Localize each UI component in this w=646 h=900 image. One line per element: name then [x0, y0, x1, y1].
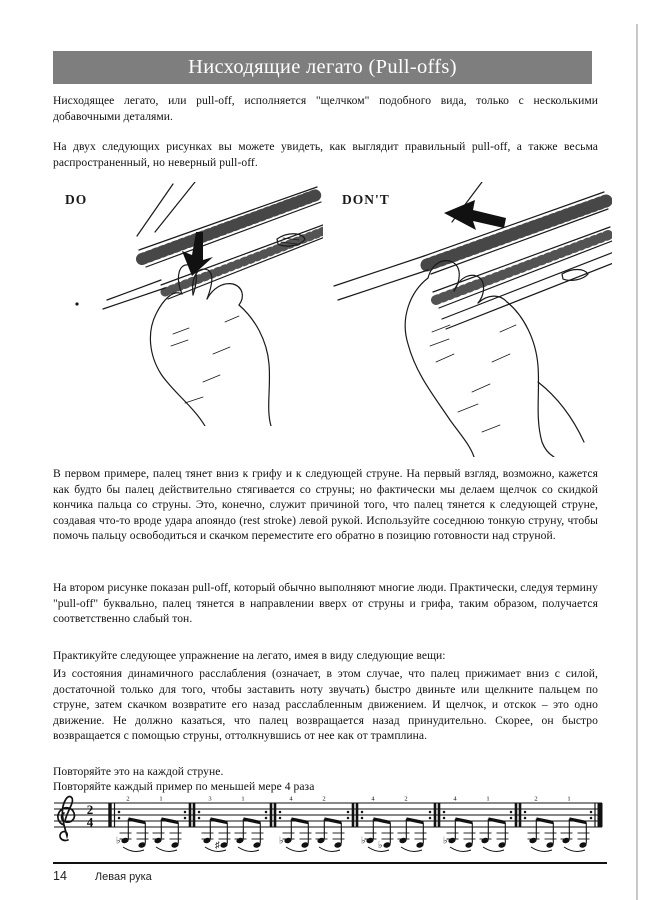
svg-text:♭: ♭: [443, 836, 448, 847]
footer-section-title: Левая рука: [94, 871, 152, 883]
paragraph-repeat-times: Повторяйте каждый пример по меньшей мере 4 раза: [53, 780, 315, 793]
figure-dont-label: DON'T: [342, 192, 390, 207]
svg-text:1: 1: [241, 795, 245, 803]
svg-text:♭: ♭: [378, 841, 383, 851]
paragraph-repeat-strings: Повторяйте это на каждой струне.: [53, 765, 224, 778]
scanned-page-edge: [636, 24, 638, 900]
svg-text:2: 2: [404, 795, 408, 803]
svg-text:♭: ♭: [116, 836, 121, 847]
footer-rule: [53, 862, 607, 864]
paragraph-figures-intro: На двух следующих рисунках вы можете увидеть, как выглядит правильный pull-off, а также весьма распространенный, но неверный pull-off.: [53, 140, 598, 169]
svg-text:4: 4: [289, 795, 293, 803]
svg-text:1: 1: [486, 795, 490, 803]
paragraph-intro: Нисходящее легато, или pull-off, исполняется "щелчком" подобного вида, только с несколькими добавочными деталями.: [53, 94, 598, 123]
figure-wrong-pulloff: [332, 182, 612, 457]
figure-do-label: DO: [65, 192, 88, 207]
music-notation: [48, 795, 608, 867]
figure-correct-pulloff: [55, 182, 323, 426]
svg-text:1: 1: [159, 795, 163, 803]
svg-text:3: 3: [208, 795, 212, 803]
svg-text:♭: ♭: [361, 836, 366, 847]
svg-text:4: 4: [86, 814, 94, 830]
svg-text:2: 2: [126, 795, 130, 803]
svg-text:1: 1: [567, 795, 571, 803]
hand-illustration-do: [55, 182, 323, 426]
arrow-up-icon: [444, 200, 506, 230]
paragraph-second-example: На втором рисунке показан pull-off, который обычно выполняют многие люди. Практически, следуя термину "pull-off" буквально, палец тянется в направлении вверх от струны и грифа, таким образом, получается соответственно слабый тон.: [53, 581, 598, 626]
svg-text:2: 2: [322, 795, 326, 803]
paragraph-first-example: В первом примере, палец тянет вниз к грифу и к следующей струне. На первый взгляд, возможно, кажется как будто бы палец действительно стягивается со струны; но фактически мы делаем щелчок со скидкой кончика пальца со струны. Это, конечно, служит причиной того, что палец тянется к следующей струне, создавая что-то вроде удара апояндо (rest stroke) левой рукой. Используйте соседнюю тонкую струну, чтобы помочь пальцу освободиться и скачком переместите его обратно в позицию готовности над струной.: [53, 467, 598, 543]
music-staff: [48, 795, 608, 867]
svg-text:2: 2: [86, 802, 94, 817]
svg-text:♭: ♭: [279, 836, 284, 847]
hand-illustration-dont: [332, 182, 612, 457]
page-title: Нисходящие легато (Pull-offs): [53, 51, 592, 84]
svg-text:4: 4: [453, 795, 457, 803]
page-number: 14: [53, 869, 67, 883]
paragraph-practice-intro: Практикуйте следующее упражнение на легато, имея в виду следующие вещи:: [53, 649, 446, 662]
svg-text:2: 2: [534, 795, 538, 803]
svg-text:♯: ♯: [215, 841, 220, 851]
svg-text:4: 4: [371, 795, 375, 803]
footer: [53, 869, 152, 883]
paragraph-relaxation: Из состояния динамичного расслабления (означает, в этом случае, что палец прижимает вниз с силой, достаточной только для того, чтобы заставить ноту звучать) быстро двиньте или щелкните пальцем по струне, затем скачком возвратите его назад расслабленным движением. И щелчок, и отскок – это одно движение. Не должно казаться, что палец возвращается назад принудительно. Скорее, он быстро возвращается с помощью струны, оттолкнувшись от нее как от трамплина.: [53, 667, 598, 743]
